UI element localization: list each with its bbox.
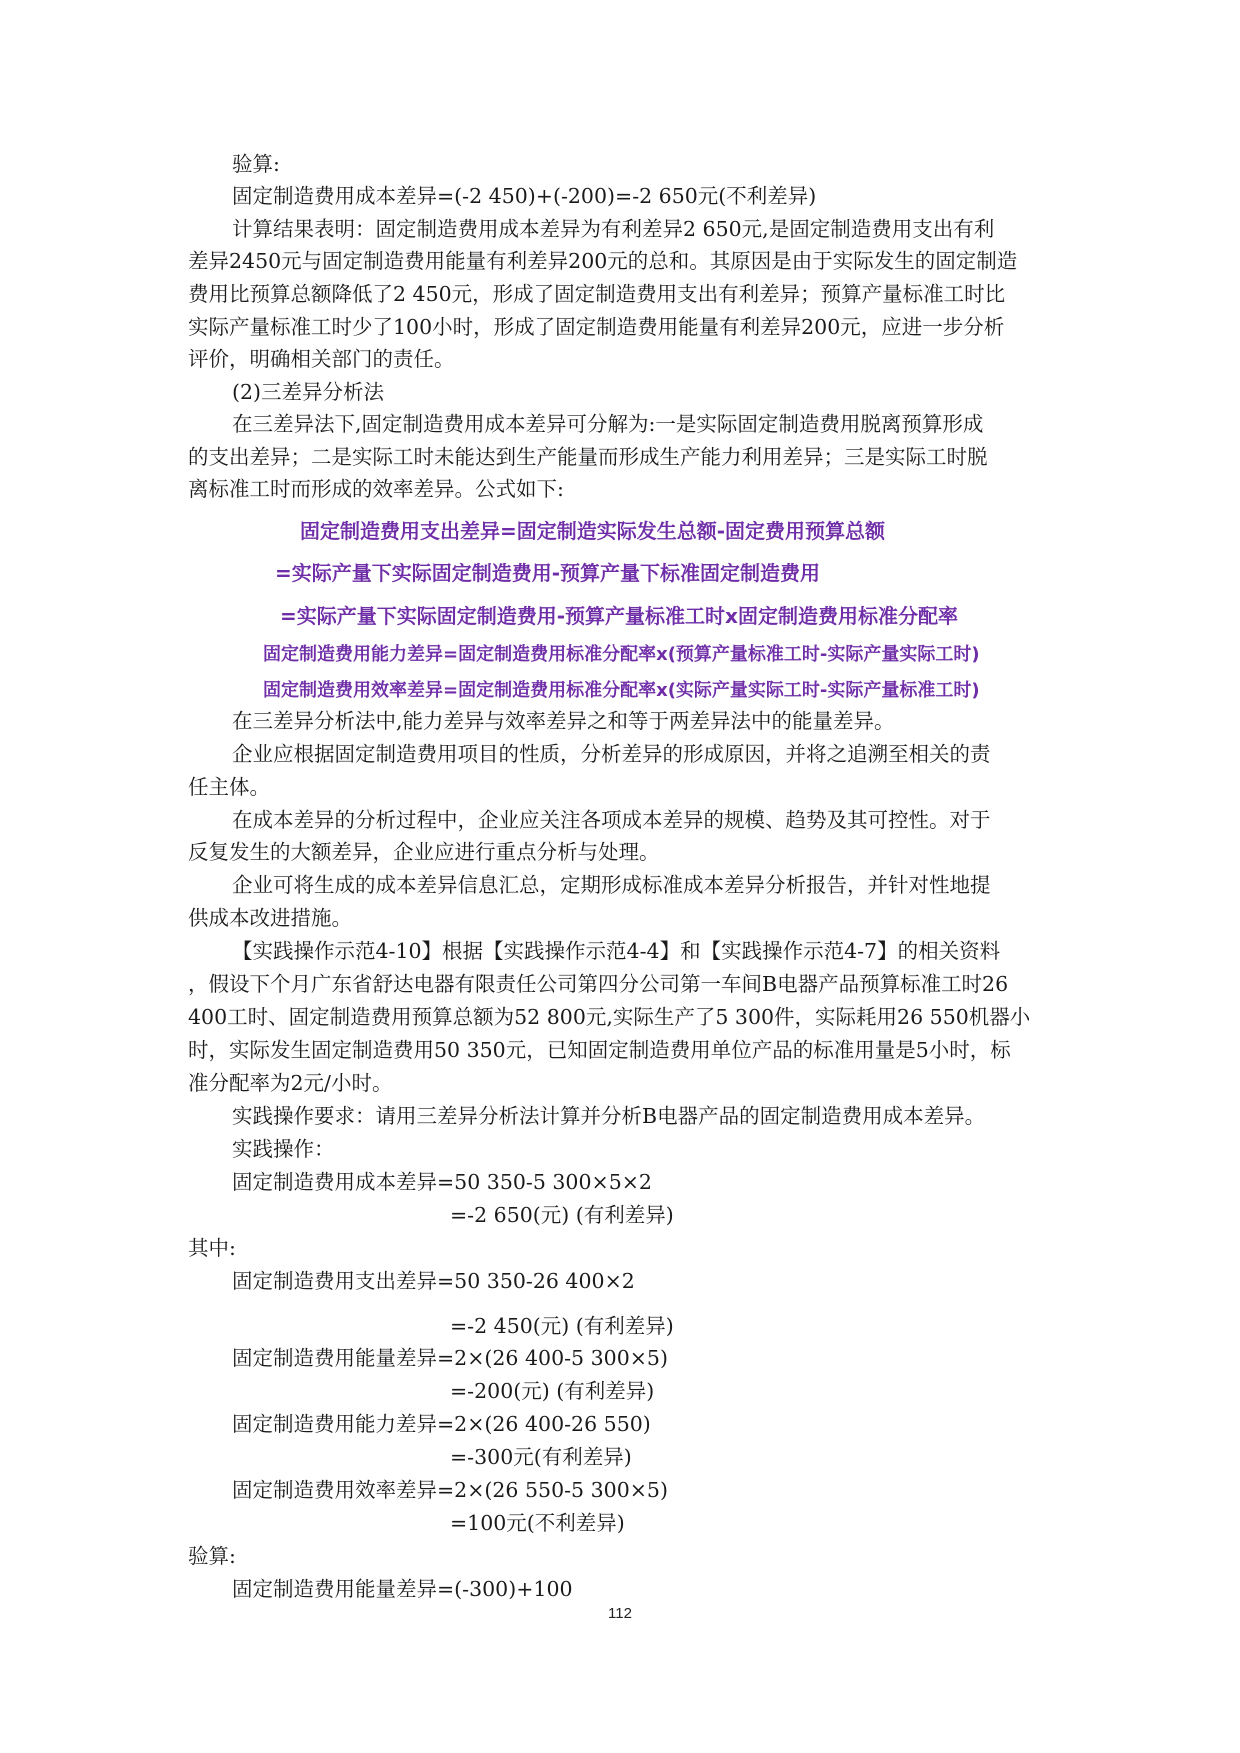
text-line: 企业应根据固定制造费用项目的性质，分析差异的形成原因，并将之追溯至相关的责 [232,742,991,766]
text-line: 计算结果表明：固定制造费用成本差异为有利差异2 650元,是固定制造费用支出有利 [232,217,995,241]
text-line: 费用比预算总额降低了2 450元，形成了固定制造费用支出有利差异；预算产量标准工时比 [188,282,1006,306]
calc-result: =-2 450(元) (有利差异) [450,1314,674,1338]
text-line: 准分配率为2元/小时。 [188,1071,393,1095]
text-line: 时，实际发生固定制造费用50 350元，已知固定制造费用单位产品的标准用量是5小时，标 [188,1038,1011,1062]
formula-line: 固定制造费用支出差异=固定制造实际发生总额-固定费用预算总额 [300,519,886,543]
calc-result: =100元(不利差异) [450,1511,625,1535]
text-line: 评价，明确相关部门的责任。 [188,347,455,371]
formula-line: =实际产量下实际固定制造费用-预算产量下标准固定制造费用 [275,561,821,585]
text-line: 在三差异分析法中,能力差异与效率差异之和等于两差异法中的能量差异。 [232,709,895,733]
text-line: 供成本改进措施。 [188,906,352,930]
text-line: 固定制造费用成本差异=(-2 450)+(-200)=-2 650元(不利差异) [232,184,817,208]
calc-result: =-2 650(元) (有利差异) [450,1203,674,1227]
calc-line: 固定制造费用能量差异=2×(26 400-5 300×5) [232,1346,668,1370]
text-line: 【实践操作示范4-10】根据【实践操作示范4-4】和【实践操作示范4-7】的相关资料 [232,939,1001,963]
calc-result: =-300元(有利差异) [450,1445,632,1469]
text-line: 差异2450元与固定制造费用能量有利差异200元的总和。其原因是由于实际发生的固定制造 [188,249,1018,273]
formula-line: =实际产量下实际固定制造费用-预算产量标准工时x固定制造费用标准分配率 [280,604,958,628]
text-line: 离标准工时而形成的效率差异。公式如下: [188,477,564,501]
text-line: 验算: [188,1544,236,1568]
text-line: 实践操作： [232,1137,335,1161]
text-line: 400工时、固定制造费用预算总额为52 800元,实际生产了5 300件，实际耗用26 550机器小 [188,1005,1031,1029]
text-line: 的支出差异；二是实际工时未能达到生产能量而形成生产能力利用差异；三是实际工时脱 [188,445,988,469]
calc-line: 固定制造费用效率差异=2×(26 550-5 300×5) [232,1478,668,1502]
section-heading: (2)三差异分析法 [232,380,385,404]
text-line: 任主体。 [188,775,270,799]
formula-line: 固定制造费用能力差异=固定制造费用标准分配率x(预算产量标准工时-实际产量实际工时) [263,644,980,665]
page-number: 112 [608,1605,632,1622]
calc-line: 固定制造费用能量差异=(-300)+100 [232,1577,573,1601]
text-line: 反复发生的大额差异，企业应进行重点分析与处理。 [188,840,660,864]
formula-line: 固定制造费用效率差异=固定制造费用标准分配率x(实际产量实际工时-实际产量标准工时) [263,680,980,701]
text-line: ，假设下个月广东省舒达电器有限责任公司第四分公司第一车间B电器产品预算标准工时26 [188,972,1009,996]
calc-line: 固定制造费用能力差异=2×(26 400-26 550) [232,1412,651,1436]
calc-result: =-200(元) (有利差异) [450,1379,655,1403]
text-line: 在三差异法下,固定制造费用成本差异可分解为:一是实际固定制造费用脱离预算形成 [232,412,984,436]
text-line: 实践操作要求：请用三差异分析法计算并分析B电器产品的固定制造费用成本差异。 [232,1104,986,1128]
text-line: 企业可将生成的成本差异信息汇总，定期形成标准成本差异分析报告，并针对性地提 [232,873,991,897]
text-line: 实际产量标准工时少了100小时，形成了固定制造费用能量有利差异200元，应进一步分析 [188,315,1005,339]
text-line: 验算: [232,152,280,176]
calc-line: 固定制造费用成本差异=50 350-5 300×5×2 [232,1170,652,1194]
calc-line: 固定制造费用支出差异=50 350-26 400×2 [232,1269,635,1293]
text-line: 在成本差异的分析过程中，企业应关注各项成本差异的规模、趋势及其可控性。对于 [232,808,991,832]
text-line: 其中: [188,1236,236,1260]
